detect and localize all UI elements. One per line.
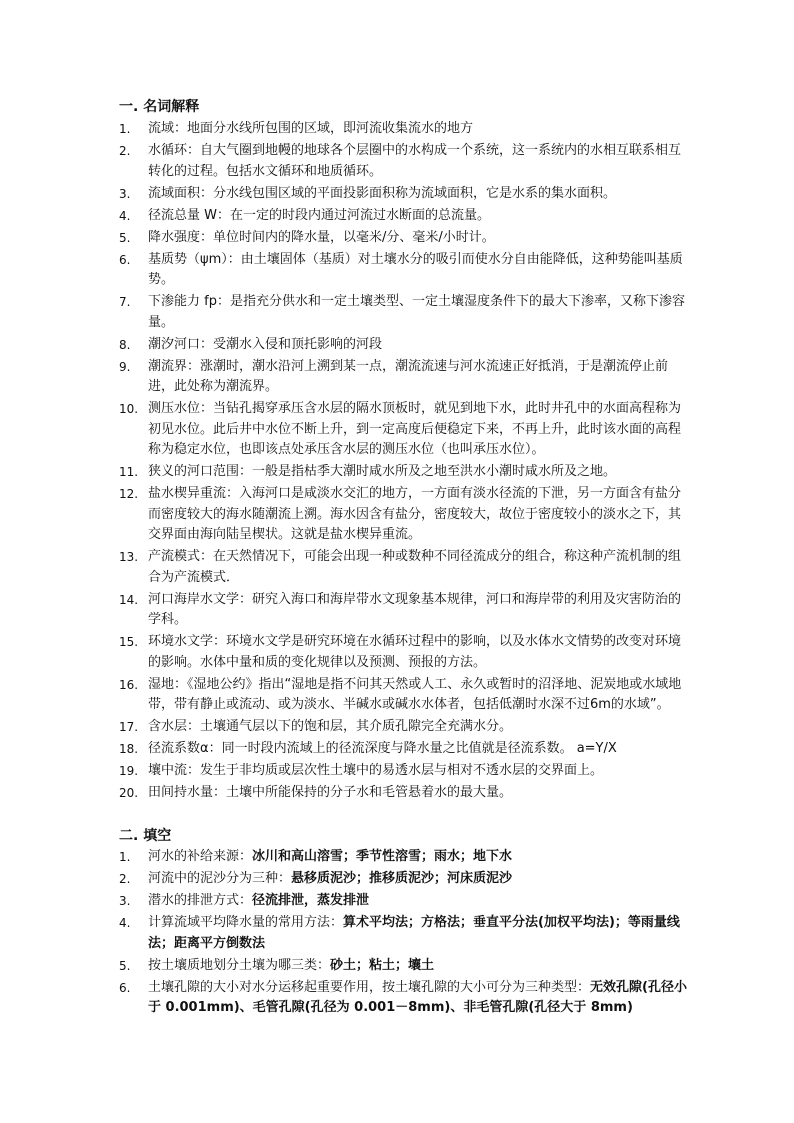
- fill-in-item-question: 土壤孔隙的大小对水分运移起重要作用，按土壤孔隙的大小可分为三种类型：: [148, 979, 591, 995]
- glossary-item-text: [148, 739, 689, 760]
- glossary-item: [119, 206, 689, 227]
- glossary-item-question: 含水层：土壤通气层以下的饱和层，其介质孔隙完全充满水分。: [148, 719, 513, 734]
- fill-in-item: [119, 891, 689, 912]
- fill-in-item-number: 3.: [119, 894, 131, 908]
- fill-in-item-question: 计算流域平均降水量的常用方法：: [148, 915, 344, 930]
- glossary-item-number: 12.: [119, 487, 139, 501]
- fill-in-item-number: 1.: [119, 850, 131, 864]
- glossary-item-question: 田间持水量：土壤中所能保持的分子水和毛管悬着水的最大量。: [148, 785, 513, 800]
- glossary-item-question: 壤中流：发生于非均质或层次性土壤中的易透水层与相对不透水层的交界面上。: [148, 763, 604, 778]
- glossary-item: [119, 335, 689, 356]
- glossary-item-number: 17.: [119, 720, 139, 734]
- fill-in-item: [119, 869, 689, 890]
- glossary-item-text: [148, 119, 689, 140]
- glossary-item-number: 1.: [119, 122, 131, 136]
- glossary-item: [119, 739, 689, 760]
- glossary-item-text: [148, 632, 689, 673]
- glossary-item: [119, 141, 689, 182]
- fill-in-item-text: [148, 913, 689, 954]
- glossary-item: [119, 292, 689, 333]
- glossary-item-number: 8.: [119, 337, 131, 352]
- fill-in-item-text: [148, 847, 689, 868]
- glossary-item-number: 11.: [119, 465, 139, 479]
- glossary-item-question: 基质势（ψm）：由土壤固体（基质）对土壤水分的吸引而使水分自由能降低，这种势能叫基质势。: [148, 251, 683, 287]
- glossary-item: [119, 357, 689, 398]
- glossary-item-text: [148, 292, 689, 333]
- glossary-item-text: [148, 228, 689, 249]
- glossary-item-question: 湿地：《湿地公约》指出“湿地是指不问其天然或人工、永久或暂时的沼泽地、泥炭地或水域地带，带有静止或流动、或为淡水、半碱水或碱水水体者，包括低潮时水深不过6m的水域”。: [148, 676, 682, 712]
- glossary-item-question: 水循环：自大气圈到地幔的地球各个层圈中的水构成一个系统，这一系统内的水相互联系相互转化的过程。包括水文循环和地质循环。: [148, 143, 682, 179]
- glossary-item-question: 流域面积：分水线包围区域的平面投影面积称为流域面积，它是水系的集水面积。: [148, 185, 617, 201]
- glossary-item: [119, 761, 689, 782]
- fill-in-item-answer: 砂土；粘土；壤土: [330, 957, 435, 973]
- glossary-item-question: 河口海岸水文学：研究入海口和海岸带水文现象基本规律，河口和海岸带的利用及灾害防治的学科。: [148, 591, 682, 627]
- glossary-item-number: 15.: [119, 635, 139, 649]
- glossary-item: [119, 675, 689, 716]
- glossary-item: [119, 590, 689, 631]
- fill-in-item-text: [148, 869, 689, 890]
- glossary-item-number: 5.: [119, 230, 131, 245]
- glossary-item-number: 4.: [119, 208, 131, 223]
- glossary-item: [119, 484, 689, 546]
- glossary-item-text: [148, 206, 689, 227]
- glossary-item-text: [148, 335, 689, 356]
- glossary-item-text: [148, 462, 689, 483]
- fill-in-item: [119, 913, 689, 954]
- glossary-item-text: [148, 399, 689, 461]
- glossary-item-number: 6.: [119, 252, 131, 267]
- glossary-item: [119, 228, 689, 249]
- glossary-item-number: 10.: [119, 402, 139, 416]
- glossary-item-text: [148, 590, 689, 631]
- fill-in-item-text: [148, 956, 689, 977]
- fill-in-item: [119, 956, 689, 977]
- glossary-item-question: 降水强度：单位时间内的降水量，以毫米/分、毫米/小时计。: [148, 229, 495, 245]
- section-title-glossary: 一. 名词解释: [119, 99, 200, 115]
- glossary-item-number: 18.: [119, 742, 139, 756]
- fill-in-item-text: [148, 891, 689, 912]
- glossary-item-number: 13.: [119, 550, 139, 564]
- glossary-item-text: [148, 357, 689, 398]
- glossary-item-text: [148, 761, 689, 782]
- glossary-item: [119, 184, 689, 205]
- glossary-item-number: 14.: [119, 592, 139, 607]
- section-title-fill-in: 二. 填空: [119, 828, 172, 844]
- glossary-item-number: 20.: [119, 786, 139, 800]
- glossary-item-text: [148, 484, 689, 546]
- glossary-list: [119, 119, 689, 805]
- glossary-item-text: [148, 783, 689, 804]
- fill-in-list: [119, 847, 689, 1020]
- glossary-item-question: 产流模式：在天然情况下，可能会出现一种或数种不同径流成分的组合，称这种产流机制的组合为产流模式．: [148, 549, 682, 585]
- glossary-item-question: 环境水文学：环境水文学是研究环境在水循环过程中的影响，以及水体水文情势的改变对环境的影响。水体中量和质的变化规律以及预测、预报的方法。: [148, 634, 682, 670]
- glossary-item-question: 径流系数α：同一时段内流域上的径流深度与降水量之比值就是径流系数。 a=Y/X: [148, 741, 617, 756]
- glossary-item-text: [148, 141, 689, 182]
- fill-in-item-answer: 冰川和高山溶雪；季节性溶雪；雨水；地下水: [252, 849, 513, 864]
- fill-in-item: [119, 978, 689, 1019]
- fill-in-item-number: 4.: [119, 916, 131, 930]
- glossary-item: [119, 399, 689, 461]
- fill-in-item-answer: 算术平均法；方格法；垂直平分法(加权平均法)；等雨量线法；距离平方倒数法: [148, 915, 680, 951]
- glossary-item: [119, 250, 689, 291]
- fill-in-item-number: 2.: [119, 872, 131, 886]
- glossary-item: [119, 717, 689, 738]
- fill-in-item-answer: 无效孔隙(孔径小于 0.001mm)、毛管孔隙(孔径为 0.001－8mm)、非毛管孔隙(孔径大于 8mm): [148, 979, 687, 1015]
- glossary-item: [119, 119, 689, 140]
- glossary-item-question: 测压水位：当钻孔揭穿承压含水层的隔水顶板时，就见到地下水，此时井孔中的水面高程称为初见水位。此后井中水位不断上升，到一定高度后便稳定下来，不再上升，此时该水面的高程称为稳定水位，也即该点处承压含水层的测压水位（也叫承压水位）。: [148, 401, 682, 457]
- glossary-item-question: 狭义的河口范围：一般是指枯季大潮时咸水所及之地至洪水小潮时咸水所及之地。: [148, 464, 617, 479]
- glossary-item: [119, 783, 689, 804]
- glossary-item: [119, 547, 689, 588]
- glossary-item-number: 9.: [119, 359, 131, 374]
- glossary-item-number: 19.: [119, 764, 139, 778]
- glossary-item: [119, 462, 689, 483]
- glossary-item-number: 16.: [119, 677, 139, 692]
- glossary-item-text: [148, 250, 689, 291]
- fill-in-item-number: 6.: [119, 980, 131, 995]
- fill-in-item-number: 5.: [119, 958, 131, 973]
- glossary-item-number: 3.: [119, 186, 131, 201]
- fill-in-item-answer: 悬移质泥沙；推移质泥沙；河床质泥沙: [291, 871, 513, 886]
- fill-in-item-question: 河水的补给来源：: [148, 849, 253, 864]
- glossary-item-text: [148, 675, 689, 716]
- fill-in-item: [119, 847, 689, 868]
- glossary-item-question: 径流总量 W：在一定的时段内通过河流过水断面的总流量。: [148, 207, 490, 223]
- glossary-item-text: [148, 184, 689, 205]
- glossary-item: [119, 632, 689, 673]
- glossary-item-question: 流域：地面分水线所包围的区域，即河流收集流水的地方: [148, 121, 474, 136]
- glossary-item-number: 2.: [119, 144, 131, 158]
- fill-in-item-text: [148, 978, 689, 1019]
- glossary-item-question: 潮汐河口：受潮水入侵和顶托影响的河段: [148, 336, 383, 352]
- fill-in-item-question: 河流中的泥沙分为三种：: [148, 871, 292, 886]
- glossary-item-number: 7.: [119, 295, 131, 309]
- fill-in-item-question: 潜水的排泄方式：: [148, 893, 253, 908]
- fill-in-item-answer: 径流排泄，蒸发排泄: [252, 893, 370, 908]
- glossary-item-question: 盐水楔异重流：入海河口是咸淡水交汇的地方，一方面有淡水径流的下泄，另一方面含有盐分而密度较大的海水随潮流上溯。海水因含有盐分，密度较大，故位于密度较小的淡水之下，其交界面由海向陆呈楔状。这就是盐水楔异重流。: [148, 486, 682, 542]
- fill-in-item-question: 按土壤质地划分土壤为哪三类：: [148, 957, 331, 973]
- glossary-item-question: 下渗能力 fp：是指充分供水和一定土壤类型、一定土壤湿度条件下的最大下渗率，又称下渗容量。: [148, 294, 685, 330]
- glossary-item-text: [148, 717, 689, 738]
- glossary-item-text: [148, 547, 689, 588]
- glossary-item-question: 潮流界：涨潮时，潮水沿河上溯到某一点，潮流流速与河水流速正好抵消，于是潮流停止前进，此处称为潮流界。: [148, 358, 669, 394]
